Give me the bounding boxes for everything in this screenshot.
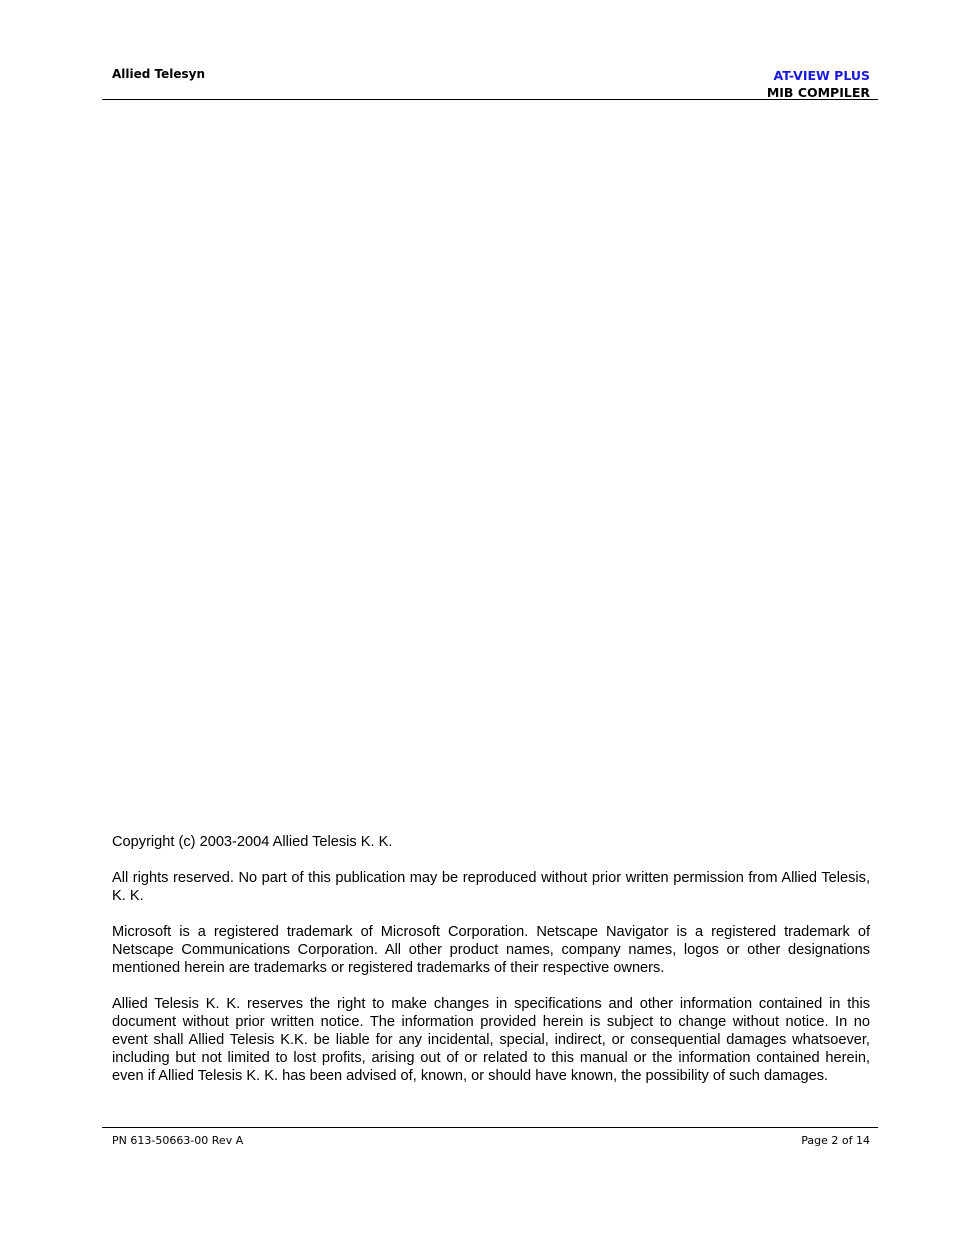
page-number: Page 2 of 14 — [801, 1134, 870, 1147]
rights-reserved-paragraph: All rights reserved. No part of this publication may be reproduced without prior written permission from Allied Telesis, K. K. — [112, 870, 870, 904]
legal-notice — [112, 833, 870, 1085]
copyright-notice: Copyright (c) 2003-2004 Allied Telesis K. K. — [112, 834, 393, 850]
product-subtitle: MIB COMPILER — [766, 85, 870, 100]
page-footer — [102, 1127, 878, 1152]
company-name: Allied Telesyn — [112, 67, 206, 81]
product-name: AT-VIEW PLUS — [773, 68, 870, 83]
disclaimer-paragraph: Allied Telesis K. K. reserves the right to make changes in specifications and other information contained in this document without prior written notice. The information provided herein is subject to change without notice. In no event shall Allied Telesis K.K. be liable for any incidental, special, indirect, or consequential damages whatsoever, including but not limited to lost profits, arising out of or related to this manual or the information contained herein, even if Allied Telesis K. K. has been advised of, known, or should have known, the possibility of such damages. — [112, 996, 870, 1084]
product-title-block — [767, 67, 870, 101]
page-header — [102, 64, 878, 100]
trademarks-paragraph: Microsoft is a registered trademark of Microsoft Corporation. Netscape Navigator is a registered trademark of Netscape Communications Corporation. All other product names, company names, logos or other designations mentioned herein are trademarks or registered trademarks of their respective owners. — [112, 924, 870, 976]
part-number: PN 613-50663-00 Rev A — [112, 1134, 244, 1147]
